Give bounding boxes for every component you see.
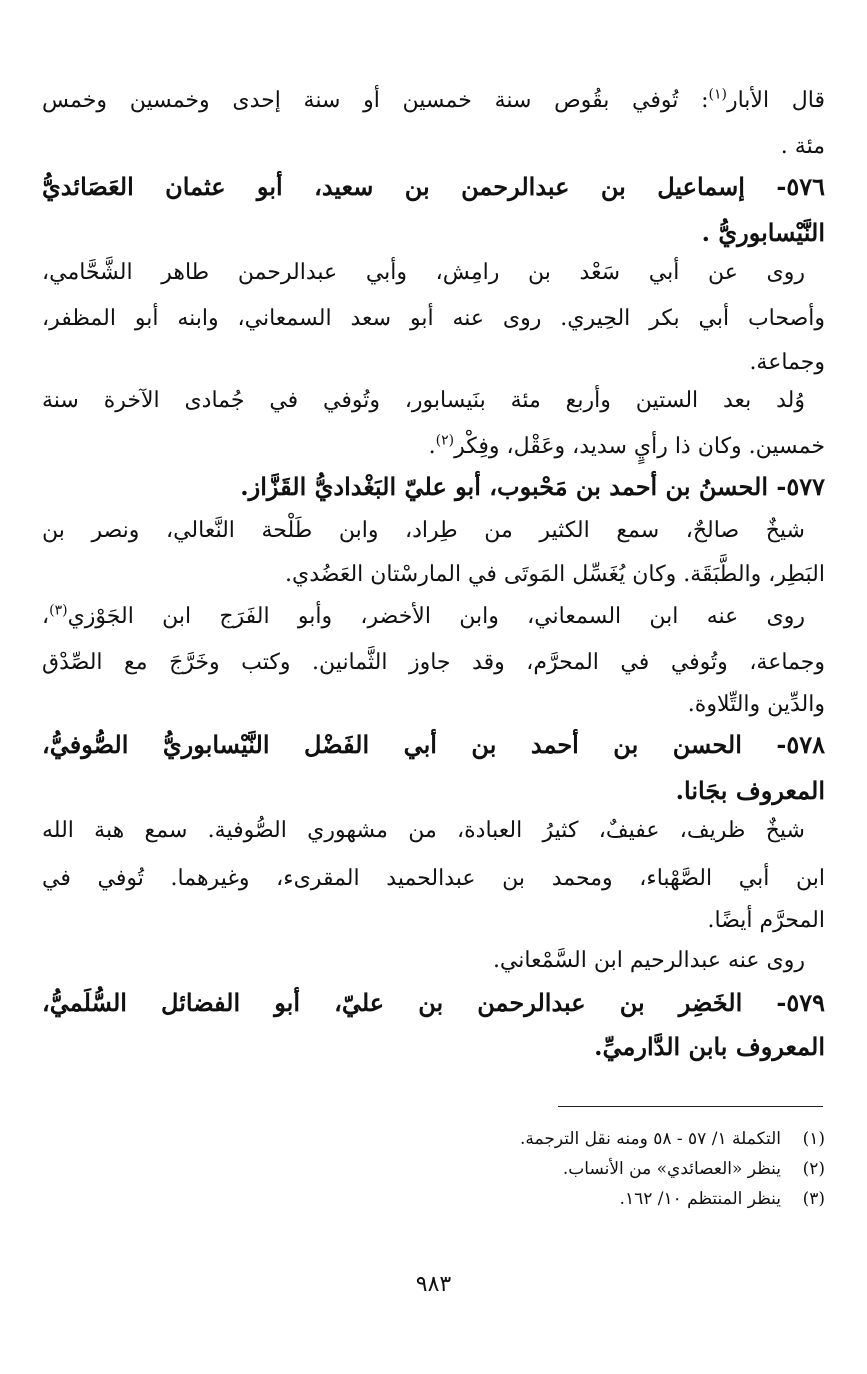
text-line [42,296,825,342]
text-segment: خمسين. وكان ذا رأيٍ سديد، وعَقْل، وفِكْر [454,434,825,459]
text-line [42,250,805,296]
footnote [42,1184,825,1214]
footnote-text: ينظر المنتظم ١٠/ ١٦٢. [619,1189,781,1209]
text-segment: روى عنه ابن السمعاني، وابن الأخضر، وأبو الفَرَج ابن الجَوْزي [67,604,805,629]
footnote-reference: (٢) [435,432,455,449]
text-segment: : تُوفي بقُوص سنة خمسين أو سنة إحدى وخمسين وخمس [42,88,709,113]
text-segment: وُلد بعد الستين وأربع مئة بنَيسابور، وتُوفي في جُمادى الآخرة سنة [42,388,805,413]
text-segment: النَّيْسابوريُّ . [701,218,825,247]
entry-heading-line [42,164,825,210]
text-segment: والدِّين والتِّلاوة. [687,692,825,717]
text-segment: مئة . [780,134,825,159]
footnote-reference: (١) [708,86,727,103]
text-segment: ابن أبي الصَّهْباء، ومحمد بن عبدالحميد المقرىء، وغيرهما. تُوفي في [42,866,825,891]
text-line [42,640,825,686]
text-segment: شيخٌ ظريف، عفيفٌ، كثيرُ العبادة، من مشهوري الصُّوفية. سمع هبة الله [42,818,805,843]
text-line [42,378,805,424]
text-segment: ٥٧٨- الحسن بن أحمد بن أبي الفَضْل النَّيْسابوريُّ الصُّوفيُّ، [42,730,825,759]
entry-heading-line [42,1024,825,1070]
text-segment: المعروف بجَانا. [675,776,825,805]
entry-heading-line [42,980,825,1026]
text-segment: ٥٧٦- إسماعيل بن عبدالرحمن بن سعيد، أبو عثمان العَصَائديُّ [42,172,825,201]
text-segment: المعروف بابن الدَّارميِّ. [594,1032,825,1061]
text-line [42,552,825,598]
text-segment: وأصحاب أبي بكر الحِيري. روى عنه أبو سعد السمعاني، وابنه أبو المظفر، [42,306,825,331]
page-number: ٩٨٣ [415,1272,452,1297]
entry-heading-line [42,722,825,768]
text-segment: . [428,434,436,459]
text-segment: روى عن أبي سَعْد بن رامِش، وأبي عبدالرحمن طاهر الشَّحَّامي، [42,260,805,285]
entry-heading-line [42,464,825,510]
text-segment: وجماعة. [749,350,825,375]
text-segment: روى عنه عبدالرحيم ابن السَّمْعاني. [492,948,805,973]
text-segment: وجماعة، وتُوفي في المحرَّم، وقد جاوز الثَّمانين. وكتب وخَرَّجَ مع الصِّدْق [42,650,825,675]
text-segment: ٥٧٩- الخَضِر بن عبدالرحمن بن عليّ، أبو الفضائل السُّلَميُّ، [42,988,825,1017]
text-line [42,508,805,554]
text-segment: شيخٌ صالحٌ، سمع الكثير من طِراد، وابن طَلْحة النَّعالي، ونصر بن [42,518,805,543]
footnote-text: ينظر «العصائدي» من الأنساب. [562,1159,781,1179]
footnote-number: (٣) [802,1189,825,1209]
text-segment: قال الأبار [726,88,825,113]
text-segment: البَطِر، والطَّبَقَة. وكان يُغَسِّل المَوتَى في المارسْتان العَضُدي. [285,562,825,587]
footnote-number: (٢) [802,1159,825,1179]
text-segment: المحرَّم أيضًا. [707,908,825,933]
footnote [42,1124,825,1154]
footnote [42,1154,825,1184]
text-line [42,808,805,854]
text-line [42,938,805,984]
footnote-reference: (٣) [49,602,68,619]
text-line [42,594,805,640]
footnote-text: التكملة ١/ ٥٧ - ٥٨ ومنه نقل الترجمة. [519,1129,781,1149]
footnote-divider [558,1106,823,1107]
text-line [42,78,825,124]
footnote-number: (١) [802,1129,825,1149]
text-segment: ، [42,604,50,629]
text-line [42,856,825,902]
text-segment: ٥٧٧- الحسنُ بن أحمد بن مَحْبوب، أبو عليّ البَغْداديُّ القَزَّاز. [240,472,825,501]
